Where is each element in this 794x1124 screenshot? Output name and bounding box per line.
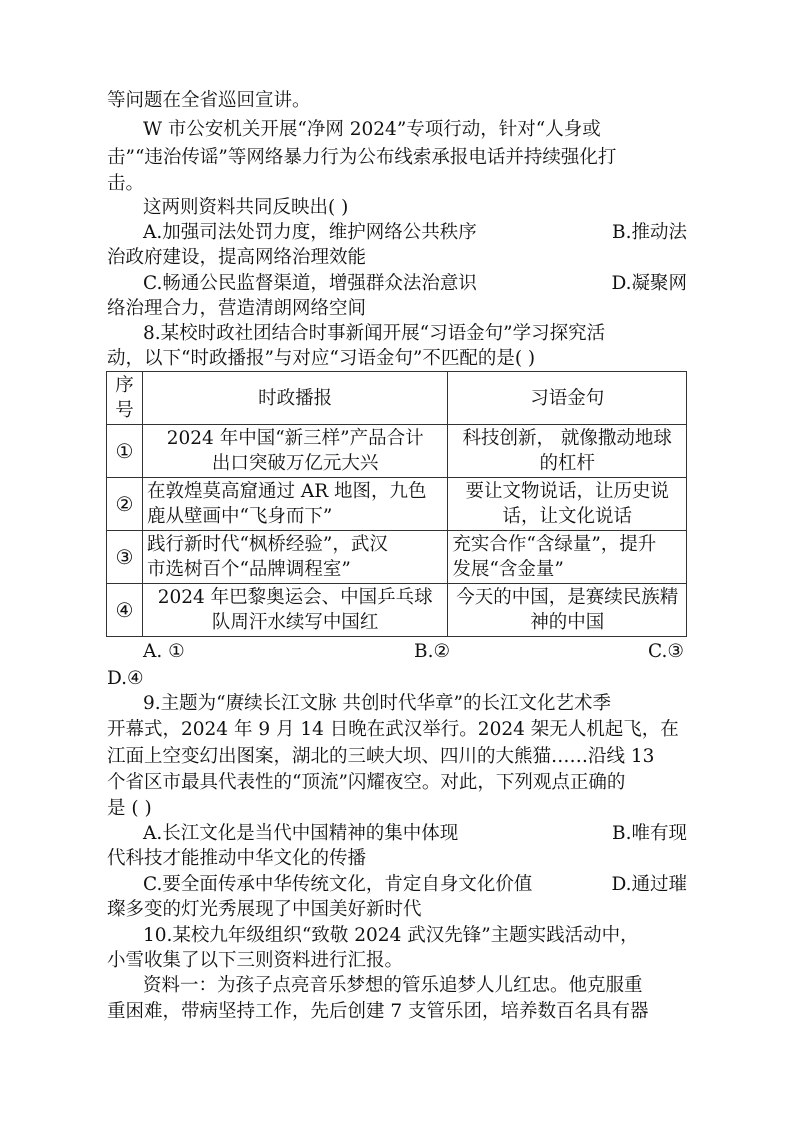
header-news: 时政播报 (142, 372, 447, 425)
intro-line-4: 击。 (107, 173, 145, 194)
q8-option-b: B.② (414, 641, 451, 662)
q8-option-d: D.④ (107, 668, 144, 689)
q9-stem-line-1: 9.主题为“赓续长江文脉 共创时代华章”的长江文化艺术季 (143, 693, 611, 714)
table-row (107, 425, 687, 478)
header-number (107, 372, 143, 425)
row-quote-line-1: 今天的中国，是赛续民族精 (456, 587, 679, 608)
intro-line-3: 击”“违治传谣”等网络暴力行为公布线索承报电话并持续强化打 (107, 147, 617, 168)
row-news-line-2: 队周汗水续写中国红 (211, 612, 379, 633)
q10-stem-line-2: 小雪收集了以下三则资料进行汇报。 (107, 950, 404, 971)
q9-option-d-cont: 璨多变的灯光秀展现了中国美好新时代 (107, 899, 422, 920)
q10-stem-line-1: 10.某校九年级组织“致敬 2024 武汉先锋”主题实践活动中， (143, 925, 639, 946)
q7-option-b-cont: 治政府建设，提高网络治理效能 (107, 247, 367, 268)
q9-option-d: D.通过璀 (611, 874, 687, 895)
q9-stem-line-4: 个省区市最具代表性的“顶流”闪耀夜空。对此，下列观点正确的 (107, 772, 626, 793)
q7-option-d-cont: 络治理合力，营造清朗网络空间 (107, 298, 367, 319)
q7-option-b: B.推动法 (612, 222, 687, 243)
q7-option-a: A.加强司法处罚力度，维护网络公共秩序 (143, 222, 477, 243)
header-quote: 习语金句 (448, 372, 687, 425)
q8-option-a: A. ① (143, 641, 185, 662)
row-quote-line-2: 话，让文化说话 (502, 506, 632, 527)
header-number-line-2: 号 (115, 400, 134, 421)
row-news (142, 478, 447, 531)
q9-option-b: B.唯有现 (612, 823, 687, 844)
row-quote (448, 425, 687, 478)
q8-option-c: C.③ (648, 641, 684, 662)
q9-option-c: C.要全面传承中华传统文化，肯定自身文化价值 (143, 874, 533, 895)
q8-table (106, 371, 687, 637)
row-quote-line-1: 科技创新， 就像撒动地球 (462, 428, 672, 449)
q9-options-row-2 (107, 872, 687, 898)
q7-options-row-2 (107, 271, 687, 297)
q9-option-b-cont: 代科技才能推动中华文化的传播 (107, 848, 367, 869)
row-news-line-1: 践行新时代“枫桥经验”，武汉 (146, 534, 388, 555)
row-news-line-2: 市选树百个“品牌调程室” (146, 559, 351, 580)
table-row (107, 478, 687, 531)
row-news-line-2: 出口突破万亿元大兴 (211, 453, 379, 474)
row-news (142, 425, 447, 478)
row-number: ③ (107, 531, 143, 584)
q10-material-line-1: 资料一：为孩子点亮音乐梦想的管乐追梦人儿红忠。他克服重 (143, 975, 643, 996)
q7-stem: 这两则资料共同反映出( ) (143, 197, 349, 218)
row-number: ④ (107, 584, 143, 637)
row-news (142, 531, 447, 584)
row-news-line-1: 2024 年中国“新三样”产品合计 (166, 428, 424, 449)
q9-stem-line-2: 开幕式，2024 年 9 月 14 日晚在武汉举行。2024 架无人机起飞，在 (107, 719, 679, 740)
q8-stem-line-2: 动，以下“时政播报”与对应“习语金句”不匹配的是( ) (107, 348, 536, 369)
q9-option-a: A.长江文化是当代中国精神的集中体现 (143, 823, 459, 844)
table-row (107, 584, 687, 637)
row-news (142, 584, 447, 637)
q9-options-row-1 (107, 821, 687, 847)
row-quote-line-1: 充实合作“含绿量”，提升 (452, 534, 657, 555)
q7-option-c: C.畅通公民监督渠道，增强群众法治意识 (143, 273, 477, 294)
row-number: ① (107, 425, 143, 478)
row-quote-line-1: 要让文物说话，让历史说 (465, 481, 669, 502)
row-news-line-1: 在敦煌莫高窟通过 AR 地图，九色 (146, 481, 427, 502)
table-header-row (107, 372, 687, 425)
row-news-line-2: 鹿从壁画中“飞身而下” (146, 506, 333, 527)
header-number-line-1: 序 (115, 375, 134, 396)
row-quote-line-2: 的杠杆 (539, 453, 595, 474)
row-quote (448, 584, 687, 637)
intro-line-1: 等问题在全省巡回宣讲。 (107, 90, 311, 111)
row-quote (448, 478, 687, 531)
q10-material-line-2: 重困难，带病坚持工作，先后创建 7 支管乐团，培养数百名具有器 (107, 1001, 649, 1022)
q7-option-d: D.凝聚网 (611, 273, 687, 294)
q8-stem-line-1: 8.某校时政社团结合时事新闻开展“习语金句”学习探究活 (143, 323, 606, 344)
row-quote (448, 531, 687, 584)
q7-options-row-1 (107, 220, 687, 246)
q9-stem-line-5: 是 ( ) (107, 798, 152, 819)
row-quote-line-2: 神的中国 (530, 612, 605, 633)
row-quote-line-2: 发展“含金量” (452, 559, 564, 580)
q9-stem-line-3: 江面上空变幻出图案，湖北的三峡大坝、四川的大熊猫……沿线 13 (107, 746, 655, 767)
table-row (107, 531, 687, 584)
row-news-line-1: 2024 年巴黎奥运会、中国乒乓球 (157, 587, 433, 608)
row-number: ② (107, 478, 143, 531)
intro-line-2: W 市公安机关开展“净网 2024”专项行动，针对“人身或 (143, 119, 601, 140)
